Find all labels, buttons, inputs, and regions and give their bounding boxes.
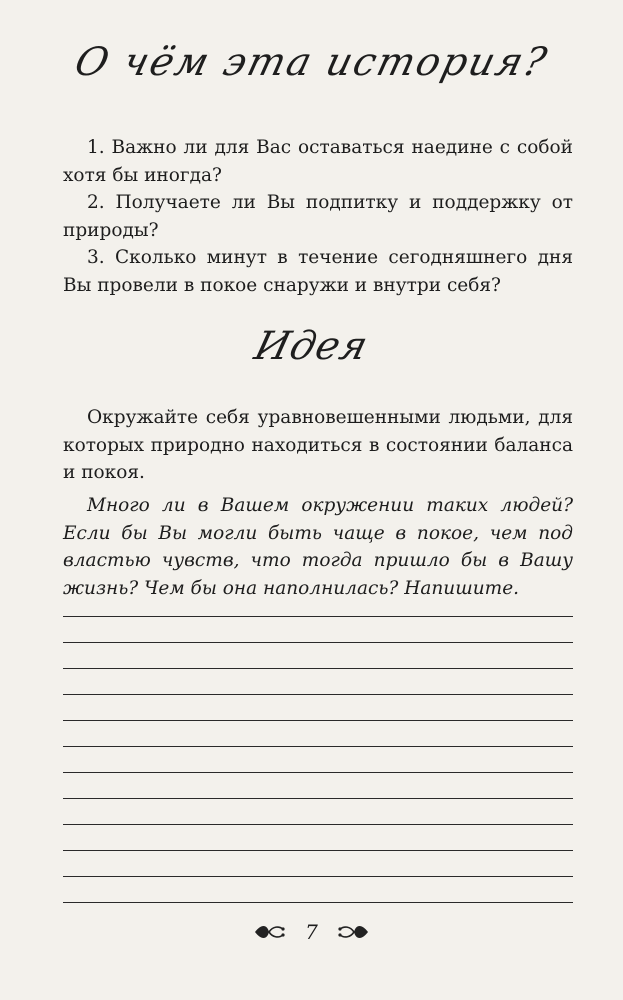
writing-line[interactable]: [63, 824, 573, 825]
writing-line[interactable]: [63, 746, 573, 747]
writing-line[interactable]: [63, 798, 573, 799]
writing-line[interactable]: [63, 720, 573, 721]
idea-heading: Идея: [250, 324, 373, 369]
writing-line[interactable]: [63, 902, 573, 903]
question-2: 2. Получаете ли Вы подпитку и поддержку от природы?: [63, 192, 573, 241]
prompt-text: Много ли в Вашем окружении таких людей? Если бы Вы могли быть чаще в покое, чем под властью чувств, что тогда пришло бы в Вашу жизнь? Чем бы она наполнилась? Напишите.: [63, 495, 573, 599]
writing-prompt: [63, 492, 573, 602]
writing-line[interactable]: [63, 694, 573, 695]
fleuron-icon: [253, 920, 285, 944]
writing-line[interactable]: [63, 616, 573, 617]
writing-line[interactable]: [63, 772, 573, 773]
fleuron-icon: [338, 920, 370, 944]
page-number: 7: [305, 919, 318, 944]
chapter-heading: О чём эта история?: [70, 40, 553, 85]
idea-paragraph: [63, 404, 573, 487]
writing-line[interactable]: [63, 668, 573, 669]
writing-line[interactable]: [63, 850, 573, 851]
question-list: [63, 134, 573, 299]
writing-line[interactable]: [63, 642, 573, 643]
writing-line[interactable]: [63, 876, 573, 877]
question-1: 1. Важно ли для Вас оставаться наедине с собой хотя бы иногда?: [63, 137, 573, 186]
idea-text: Окружайте себя уравновешенными людьми, для которых природно находиться в состоянии баланса и покоя.: [63, 407, 573, 483]
page-footer: [0, 918, 623, 944]
question-3: 3. Сколько минут в течение сегодняшнего дня Вы провели в покое снаружи и внутри себя?: [63, 247, 573, 296]
